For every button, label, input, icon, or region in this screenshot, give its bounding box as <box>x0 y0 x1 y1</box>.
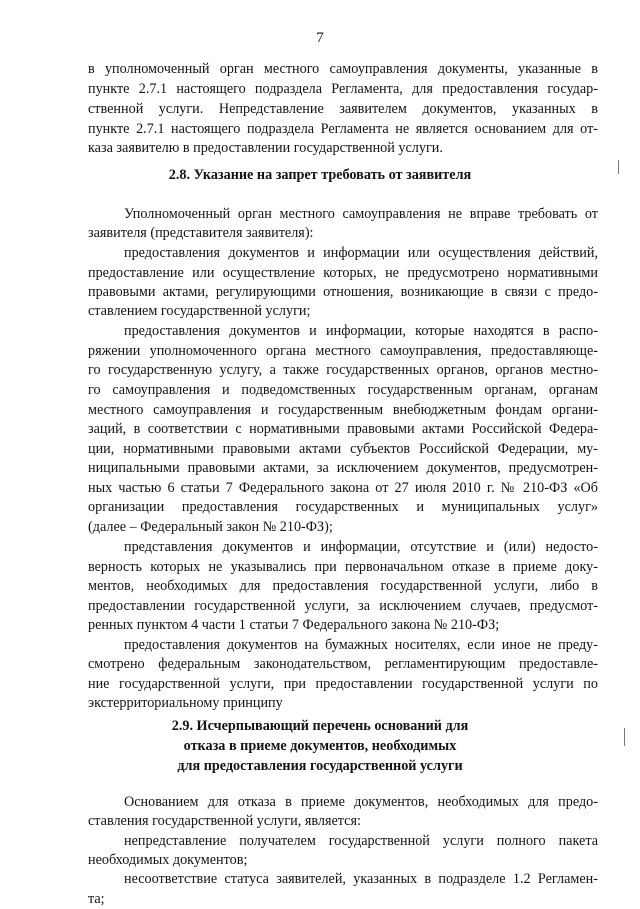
margin-mark <box>618 160 619 174</box>
paragraph-line: ниципальными правовыми актами, за исключением документов, предусмотрен- <box>88 460 598 476</box>
paragraph-line: необходимых документов; <box>88 852 248 868</box>
paragraph-line: го самоуправления и подведомственных государственным органам, органам <box>88 382 598 398</box>
paragraph-line: го государственную услугу, а также государственных органов, органов местно- <box>88 362 598 378</box>
paragraph-line: ренных пунктом 4 части 1 статьи 7 Федерального закона № 210-ФЗ; <box>88 617 500 633</box>
paragraph-line: заций, в соответствии с нормативными правовыми актами Российской Федера- <box>88 421 598 437</box>
paragraph-line: предоставление или осуществление которых, не предусмотрено нормативными <box>88 265 598 281</box>
paragraph-line: представления документов и информации, отсутствие и (или) недосто- <box>124 539 598 555</box>
paragraph-line: местного самоуправления и государственным внебюджетным фондам органи- <box>88 402 598 418</box>
paragraph-line: Уполномоченный орган местного самоуправления не вправе требовать от <box>124 206 598 222</box>
section-heading: отказа в приеме документов, необходимых <box>183 738 457 754</box>
paragraph-line: предоставления документов и информации или осуществления действий, <box>124 245 598 261</box>
paragraph-line: смотрено федеральным законодательством, регламентирующим предоставле- <box>88 656 598 672</box>
paragraph-line: заявителя (представителя заявителя): <box>88 225 314 241</box>
margin-mark <box>624 728 625 746</box>
paragraph-line: каза заявителю в предоставлении государственной услуги. <box>88 140 443 156</box>
paragraph-line: организации предоставления государственных и муниципальных услуг» <box>88 499 598 515</box>
paragraph-line: в уполномоченный орган местного самоуправления документы, указанные в <box>88 61 598 77</box>
paragraph-line: (далее – Федеральный закон № 210-ФЗ); <box>88 519 333 535</box>
paragraph-line: экстерриториальному принципу <box>88 695 283 711</box>
paragraph-line: ственной услуги. Непредставление заявителем документов, указанных в <box>88 101 598 117</box>
paragraph-line: та; <box>88 891 105 907</box>
paragraph-line: ряжении уполномоченного органа местного самоуправления, предоставляюще- <box>88 343 598 359</box>
paragraph-line: правовыми актами, регулирующими отношения, возникающие в связи с предо- <box>88 284 598 300</box>
paragraph-line: верность которых не указывались при первоначальном отказе в приеме доку- <box>88 559 598 575</box>
paragraph-line: предоставлении государственной услуги, за исключением случаев, предусмот- <box>88 598 598 614</box>
page-number: 7 <box>316 30 324 46</box>
paragraph-line: предоставления документов и информации, которые находятся в распо- <box>124 323 598 339</box>
paragraph-line: несоответствие статуса заявителей, указанных в подразделе 1.2 Регламен- <box>124 871 598 887</box>
paragraph-line: ставлением государственной услуги; <box>88 303 311 319</box>
paragraph-line: пункте 2.7.1 настоящего подраздела Регламента, для предоставления государ- <box>88 81 598 97</box>
paragraph-line: ных частью 6 статьи 7 Федерального закона от 27 июля 2010 г. № 210-ФЗ «Об <box>88 480 598 496</box>
section-heading: 2.8. Указание на запрет требовать от заявителя <box>168 167 472 183</box>
paragraph-line: ментов, необходимых для предоставления государственной услуги, либо в <box>88 578 598 594</box>
paragraph-line: ние государственной услуги, при предоставлении государственной услуги по <box>88 676 598 692</box>
section-heading: 2.9. Исчерпывающий перечень оснований для <box>171 718 469 734</box>
paragraph-line: ставления государственной услуги, является: <box>88 813 361 829</box>
paragraph-line: Основанием для отказа в приеме документов, необходимых для предо- <box>124 794 598 810</box>
paragraph-line: непредставление получателем государственной услуги полного пакета <box>124 833 598 849</box>
paragraph-line: ции, нормативными правовыми актами субъектов Российской Федерации, му- <box>88 441 598 457</box>
section-heading: для предоставления государственной услуги <box>177 758 463 774</box>
paragraph-line: предоставления документов на бумажных носителях, если иное не преду- <box>124 637 598 653</box>
paragraph-line: пункте 2.7.1 настоящего подраздела Регламента не является основанием для от- <box>88 121 598 137</box>
